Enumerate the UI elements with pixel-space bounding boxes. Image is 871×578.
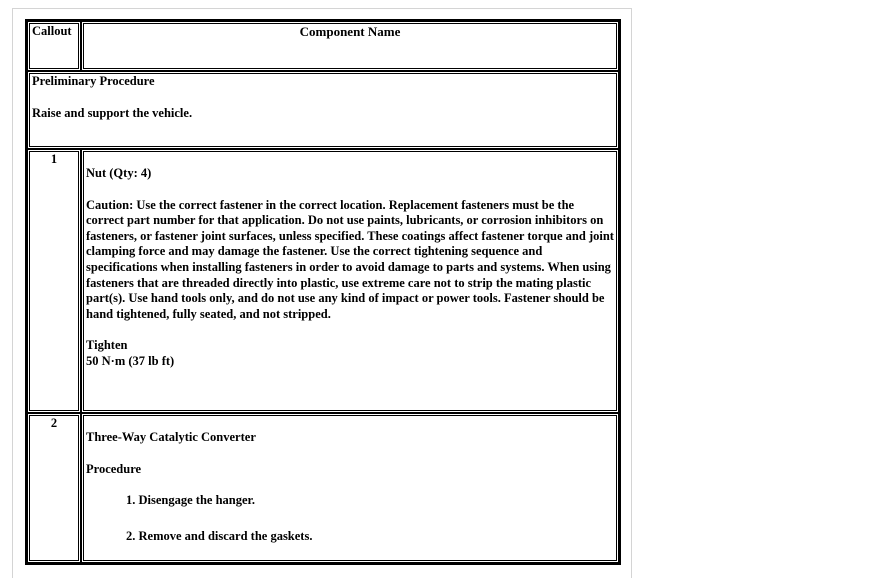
table-row: [27, 413, 619, 563]
component-cell: [81, 413, 619, 563]
component-name: Three-Way Catalytic Converter: [86, 430, 256, 444]
component-cell: [81, 149, 619, 413]
preliminary-cell: [27, 71, 619, 149]
callout-header: Callout: [27, 21, 81, 71]
component-name-header: Component Name: [81, 21, 619, 71]
preliminary-text: Raise and support the vehicle.: [32, 105, 193, 120]
document-page: [12, 8, 632, 578]
component-name: Nut (Qty: 4): [86, 166, 152, 180]
procedure-steps: [86, 493, 614, 544]
procedure-label: Procedure: [86, 461, 142, 476]
list-item: 2. Remove and discard the gaskets.: [126, 528, 313, 543]
caution-text: Caution: Use the correct fastener in the correct location. Replacement fasteners must be the correct part number for that application. Do not use paints, lubricants, or corrosion inhibitors on fasteners, or fastener joint surfaces, unless specified. These coatings affect fastener torque and joint clamping force and may damage the fastener. Use the correct tightening sequence and specifications when installing fasteners in order to avoid damage to parts and systems. When using fasteners that are threaded directly into plastic, use extreme care not to strip the mating plastic part(s). Use hand tools only, and do not use any kind of impact or power tools. Fastener should be hand tightened, fully seated, and not stripped.: [86, 197, 614, 321]
table-header-row: [27, 21, 619, 71]
table-row: [27, 149, 619, 413]
callout-number: 1: [27, 149, 81, 413]
list-item: 1. Disengage the hanger.: [126, 493, 256, 508]
callout-number: 2: [27, 413, 81, 563]
preliminary-row: [27, 71, 619, 149]
tighten-label: Tighten: [86, 338, 128, 353]
preliminary-title: Preliminary Procedure: [32, 74, 155, 88]
tighten-value: 50 N·m (37 lb ft): [86, 353, 175, 368]
procedure-table: [25, 19, 621, 565]
